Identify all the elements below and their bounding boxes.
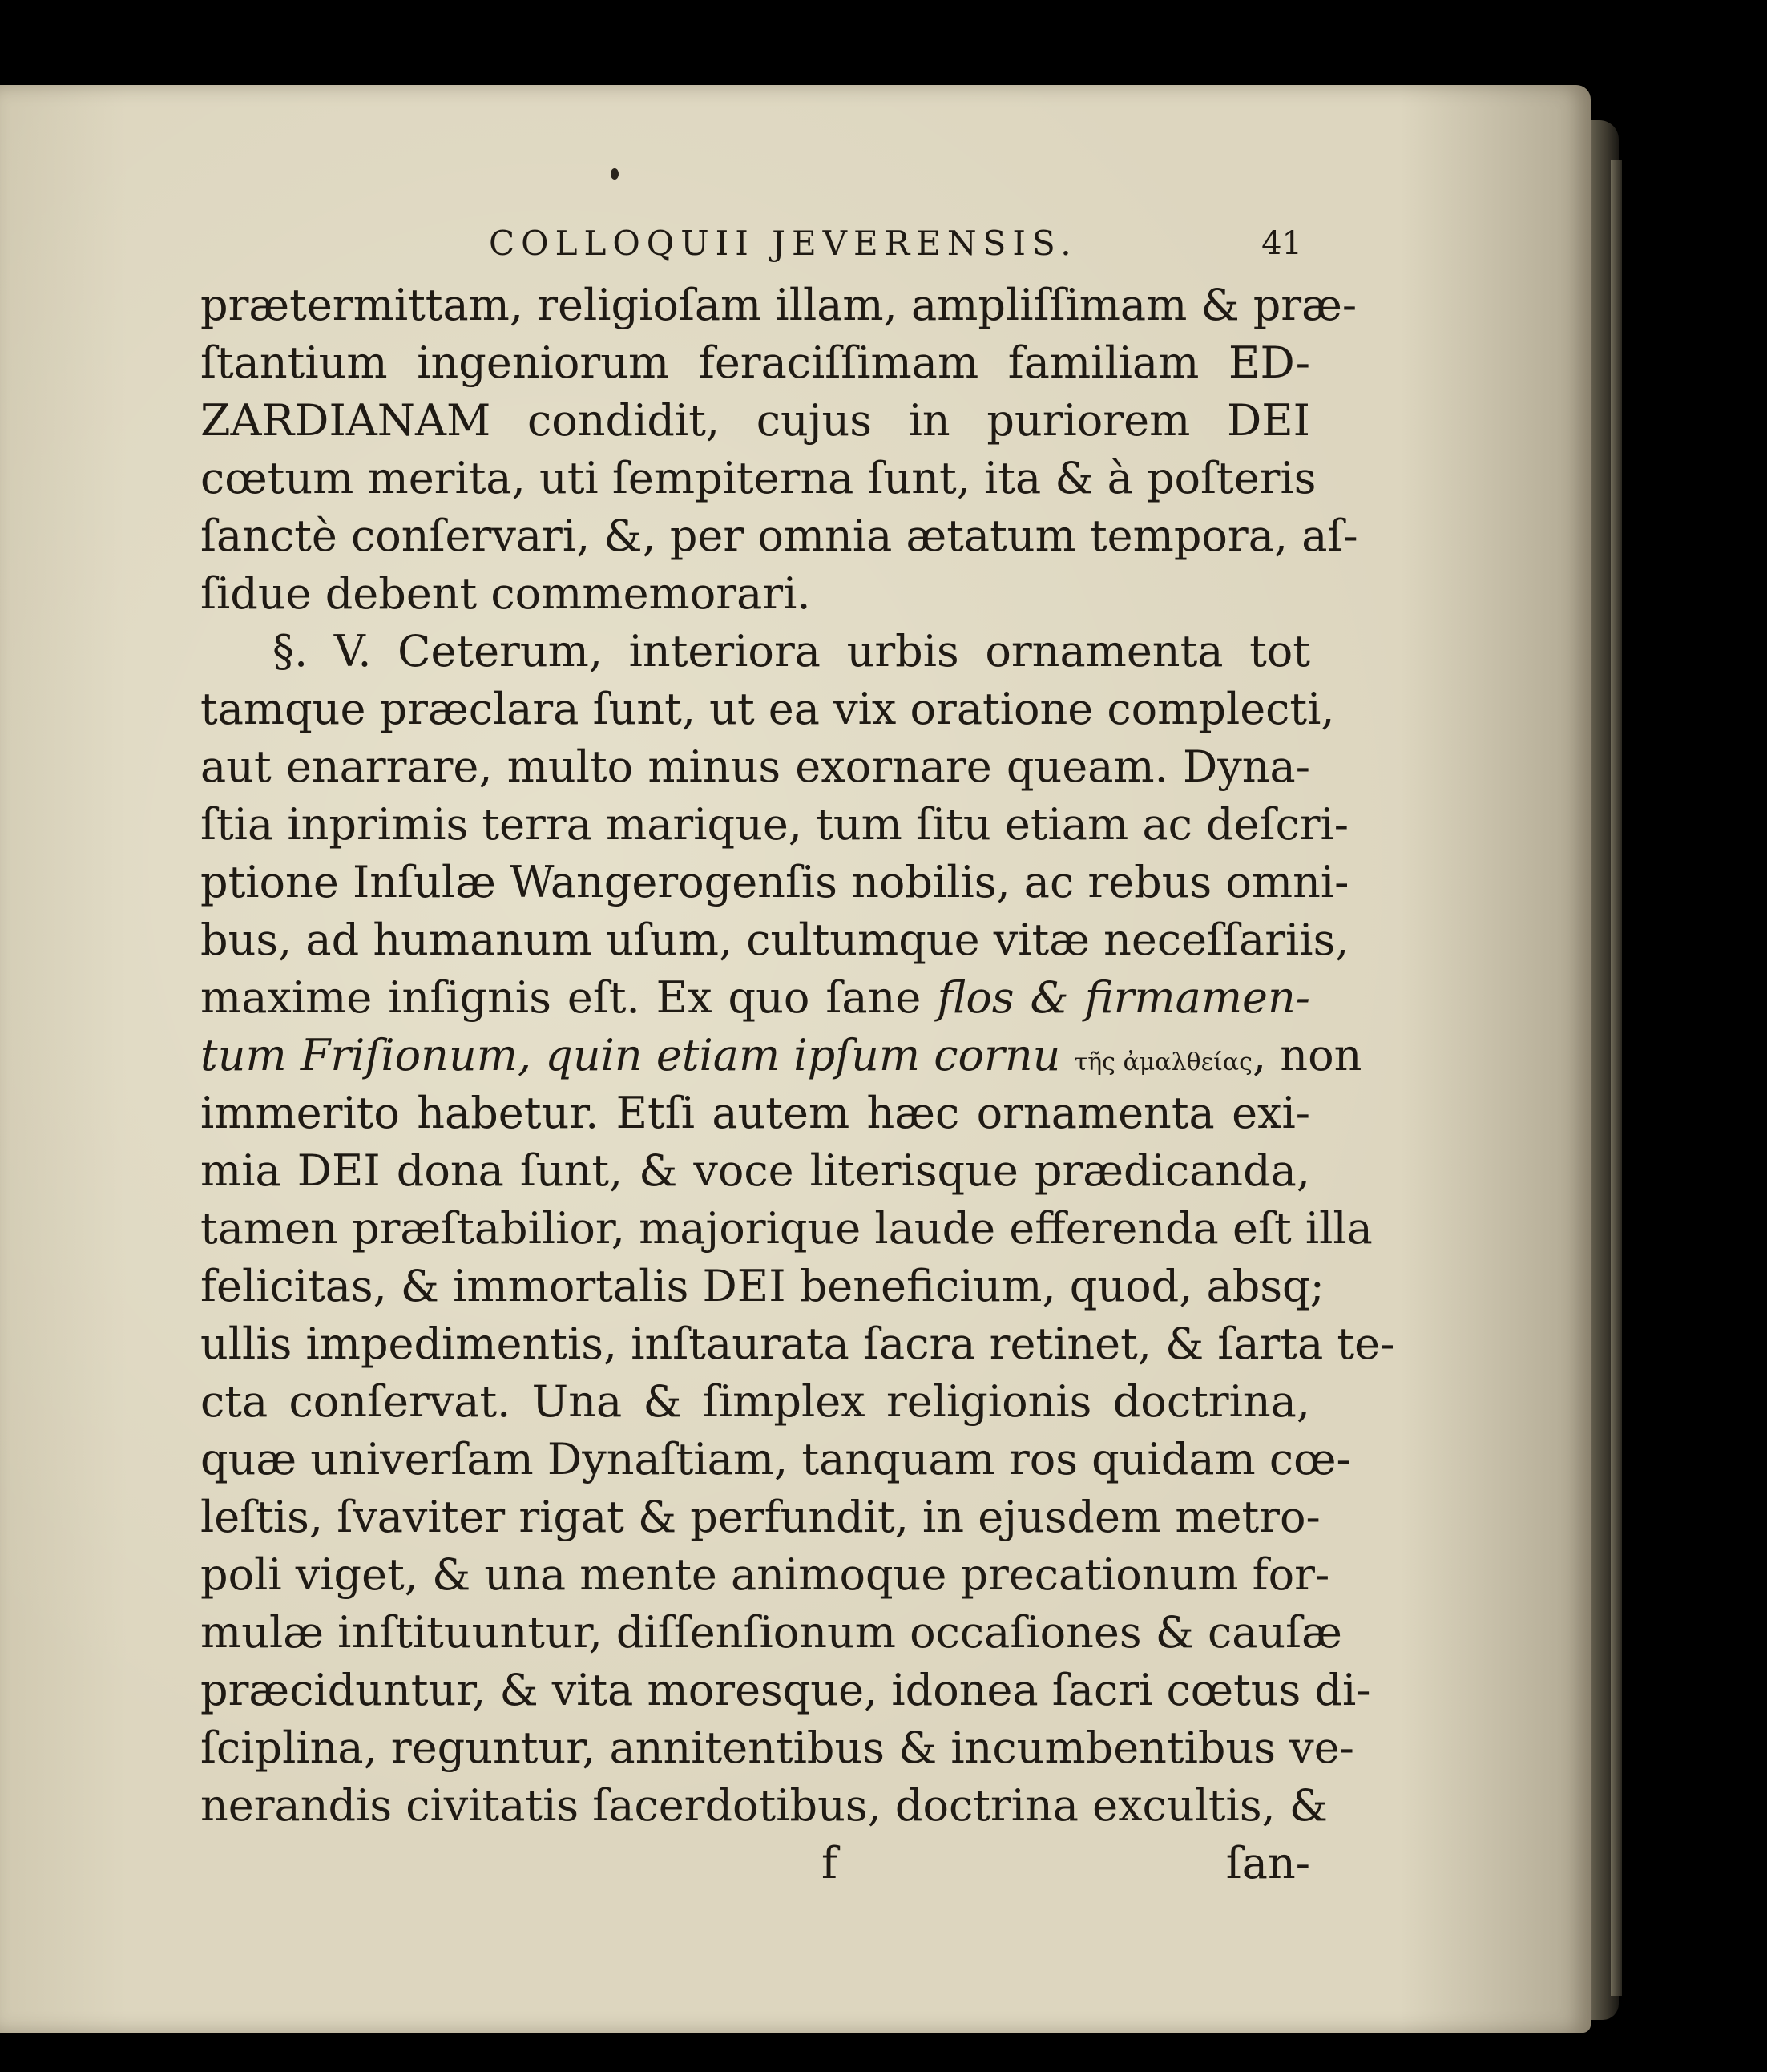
text-line: ullis impedimentis, inſtaurata ſacra retinet, & ſarta te- [200,1319,1395,1369]
text-line: mulæ inſtituuntur, diſſenſionum occaſiones & cauſæ [200,1607,1342,1658]
page-footer [200,1835,1310,1892]
spine-edge [1611,160,1622,1996]
italic-run: tum Friſionum, quin etiam ipſum cornu [200,1030,1061,1080]
text-line: mia DEI dona ſunt, & voce literisque prædicanda, [200,1145,1310,1196]
text-line: §. V. Ceterum, interiora urbis ornamenta tot [272,626,1310,677]
italic-run: flos & firmamen- [937,972,1311,1023]
running-title: COLLOQUII JEVERENSIS. [489,224,1078,263]
text-line: ptione Inſulæ Wangerogenſis nobilis, ac rebus omni- [200,857,1349,907]
text-line: ſtantium ingeniorum feraciſſimam familiam ED- [200,337,1310,388]
text-line: prætermittam, religioſam illam, ampliſſimam & præ- [200,280,1358,330]
text-line: ſanctè conſervari, &, per omnia ætatum tempora, aſ- [200,511,1358,561]
page-header [200,220,1310,277]
text-run: maxime inſignis eſt. Ex quo ſane [200,972,922,1023]
text-line: cta conſervat. Una & ſimplex religionis doctrina, [200,1376,1310,1427]
text-line: bus, ad humanum uſum, cultumque vitæ neceſſariis, [200,915,1349,965]
text-line: poli viget, & una mente animoque precationum for- [200,1549,1330,1600]
ink-speck [611,168,619,180]
signature-mark: f [821,1838,837,1888]
text-line: præciduntur, & vita moresque, idonea ſacri cœtus di- [200,1665,1371,1715]
text-line: immerito habetur. Etſi autem hæc ornamenta exi- [200,1088,1310,1138]
text-line: quæ univerſam Dynaſtiam, tanquam ros quidam cœ- [200,1434,1351,1484]
text-line-mixed [200,1027,1362,1084]
text-line: felicitas, & immortalis DEI beneficium, quod, absq; [200,1261,1325,1311]
page-number: 41 [1261,225,1302,262]
greek-run: τῆς ἀμαλθείας [1074,1048,1253,1076]
text-line: nerandis civitatis ſacerdotibus, doctrina excultis, & [200,1780,1328,1831]
text-line: aut enarrare, multo minus exornare queam. Dyna- [200,741,1310,792]
text-line: ſtia inprimis terra marique, tum ſitu etiam ac deſcri- [200,799,1349,850]
page-text [200,220,1395,1892]
text-line: tamen præſtabilior, majorique laude efferenda eſt illa [200,1203,1373,1254]
text-run: , non [1252,1030,1362,1080]
text-line: ZARDIANAM condidit, cujus in puriorem DEI [200,395,1310,446]
text-line-mixed [200,969,1310,1027]
text-line: cœtum merita, uti ſempiterna ſunt, ita & à poſteris [200,453,1317,503]
text-line: tamque præclara ſunt, ut ea vix oratione complecti, [200,684,1335,734]
text-line: ſidue debent commemorari. [200,568,811,619]
text-line: leſtis, ſvaviter rigat & perfundit, in ejusdem metro- [200,1492,1321,1542]
text-line: ſciplina, reguntur, annitentibus & incumbentibus ve- [200,1723,1354,1773]
catchword: ſan- [1225,1838,1310,1888]
